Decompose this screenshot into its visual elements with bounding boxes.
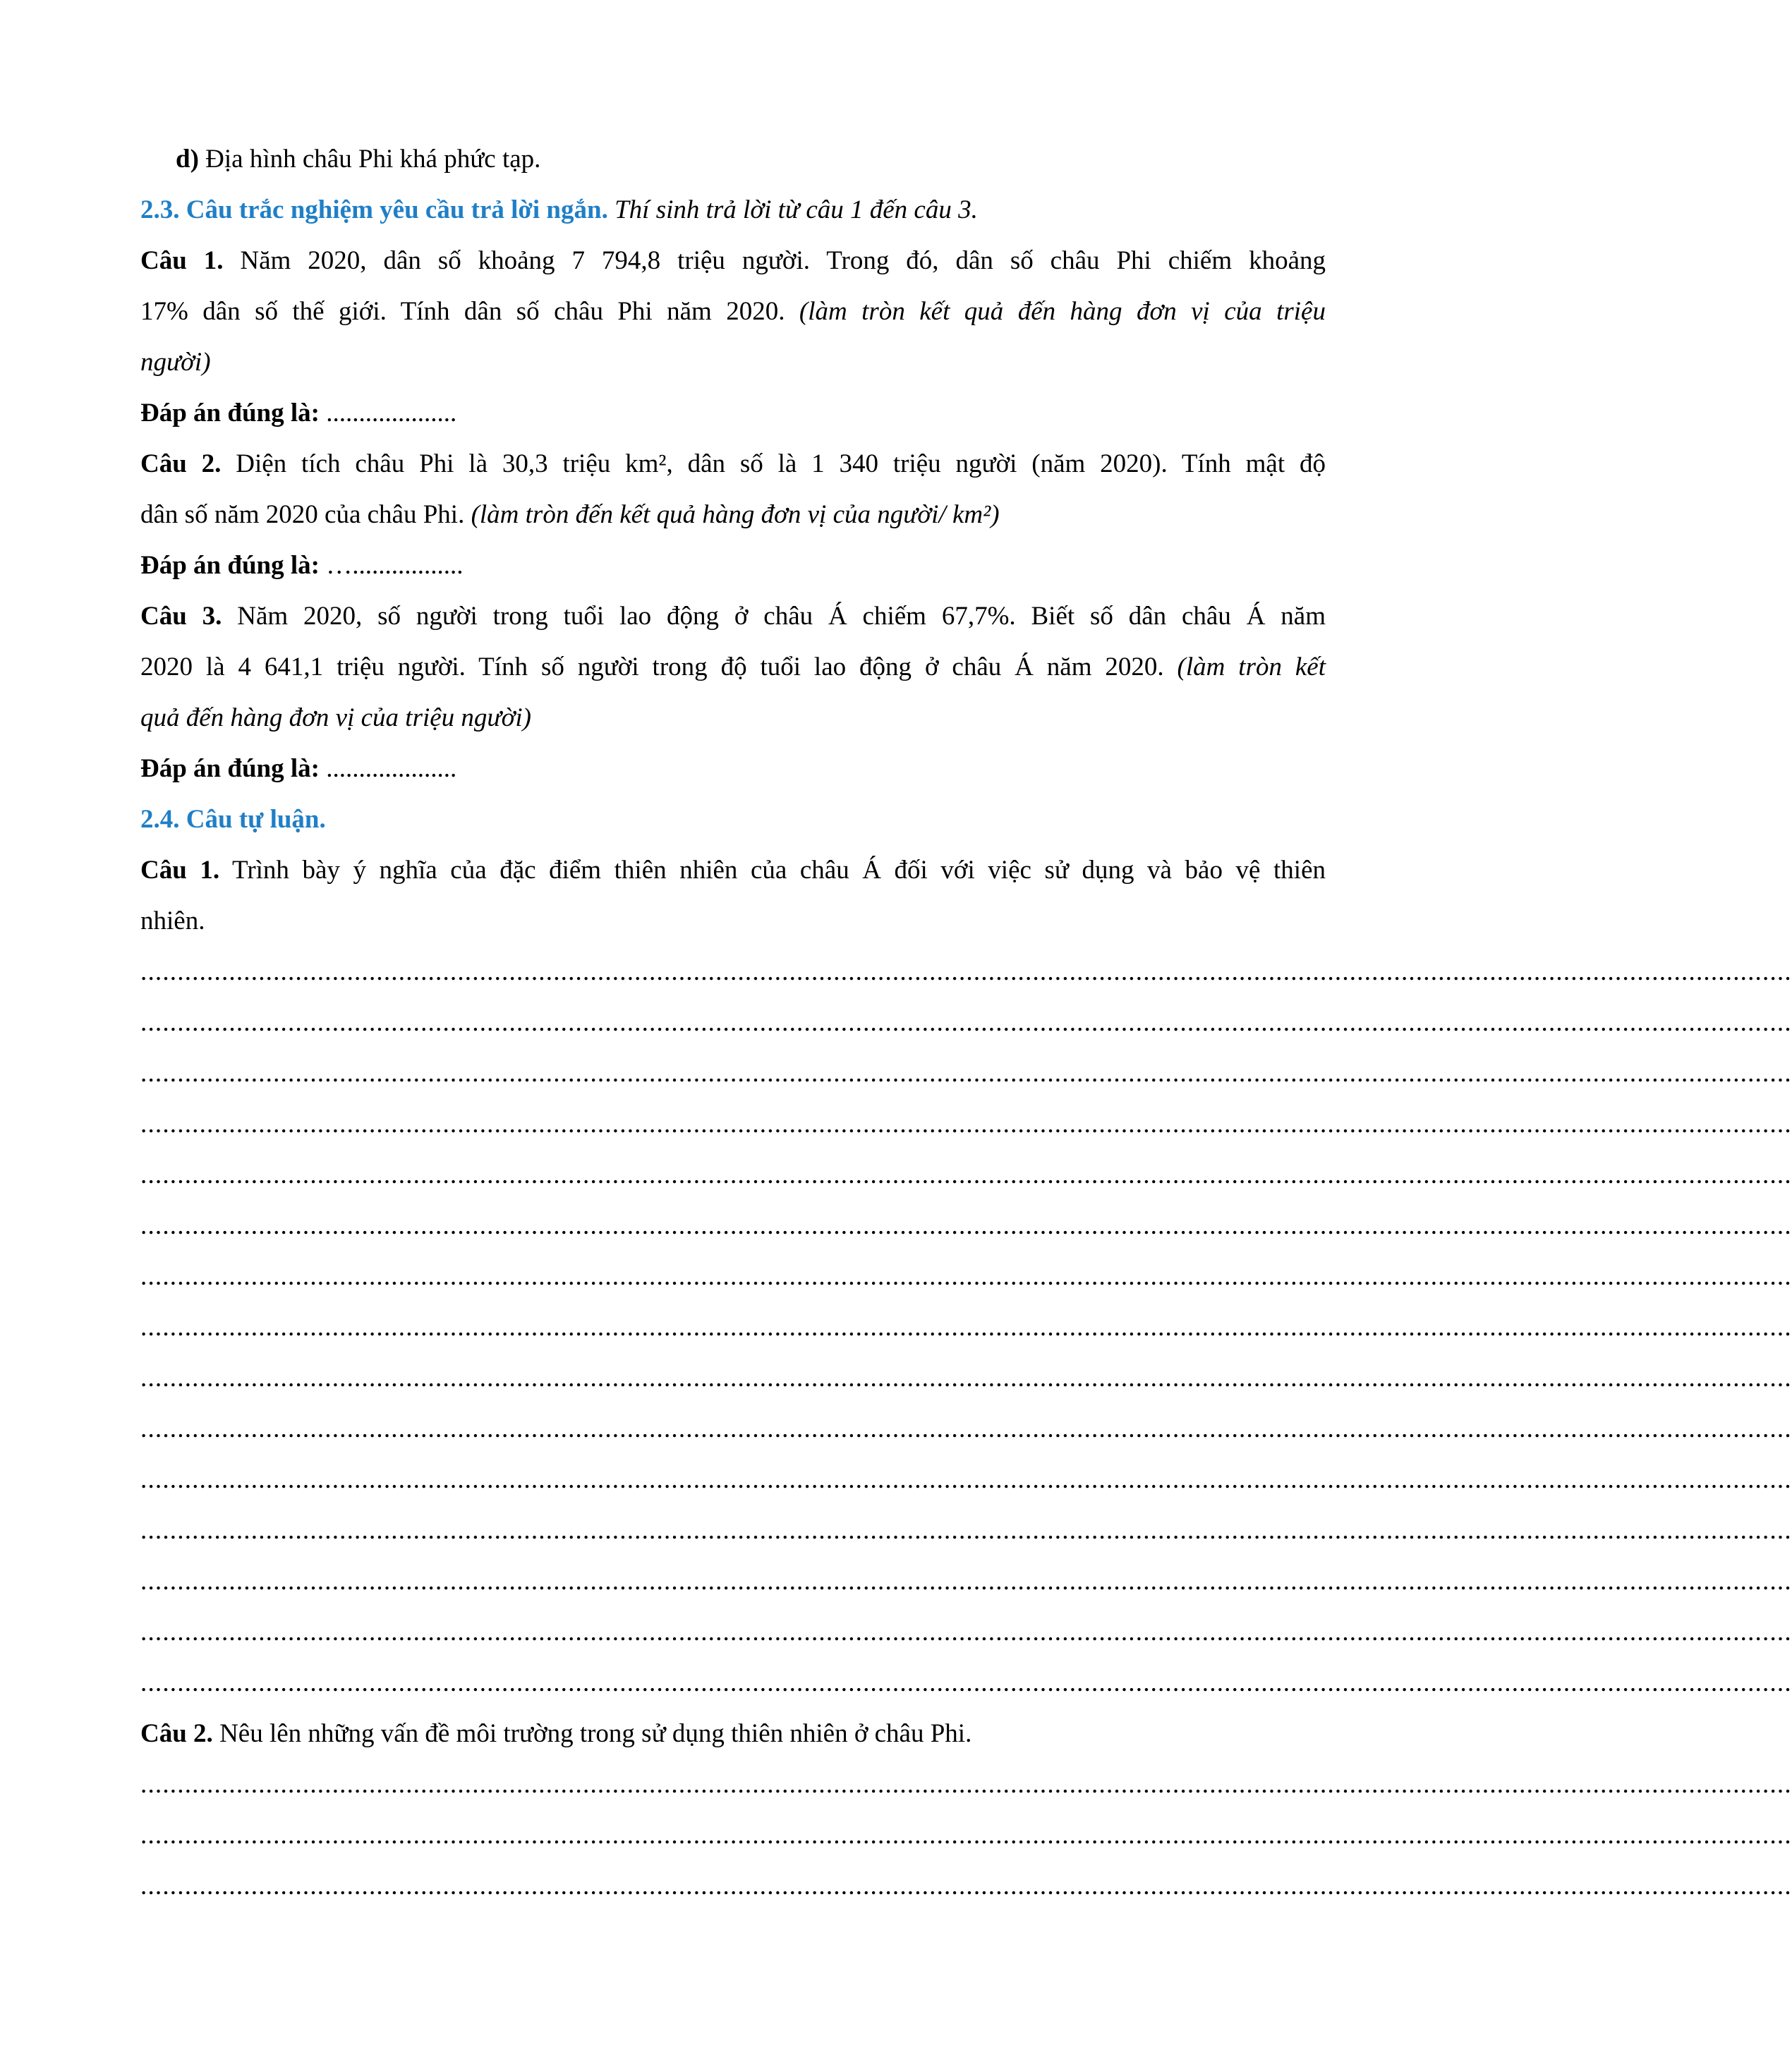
question-note: quả đến hàng đơn vị của triệu người) <box>140 703 531 732</box>
option-label: d) <box>176 145 199 174</box>
question-1-line-1 <box>140 236 1326 286</box>
answer-line[interactable]: ................................................................................................................................................................................................................................ <box>140 1465 1792 1494</box>
answer-blank[interactable]: .................... <box>319 754 457 783</box>
question-text: 17% dân số thế giới. Tính dân số châu Phi năm 2020. <box>140 297 785 326</box>
question-label: Câu 2. <box>140 1719 213 1748</box>
question-note: (làm tròn kết quả đến hàng đơn vị của triệu <box>785 297 1326 326</box>
question-3-line-1 <box>140 591 1326 642</box>
answer-line[interactable]: ................................................................................................................................................................................................................................ <box>140 1516 1792 1545</box>
document-page <box>140 134 1792 1912</box>
section-heading-2-3 <box>140 185 1326 236</box>
answer-line[interactable]: ................................................................................................................................................................................................................................ <box>140 1008 1792 1037</box>
section-title: 2.4. Câu tự luận. <box>140 805 326 834</box>
section-heading-2-4 <box>140 794 1326 845</box>
question-2-line-2 <box>140 490 1326 540</box>
section-title: 2.3. Câu trắc nghiệm yêu cầu trả lời ngắn. <box>140 195 608 224</box>
question-2-line-1 <box>140 439 1326 490</box>
question-text: Trình bày ý nghĩa của đặc điểm thiên nhiên của châu Á đối với việc sử dụng và bảo vệ thiên <box>219 856 1326 885</box>
question-text: Năm 2020, dân số khoảng 7 794,8 triệu người. Trong đó, dân số châu Phi chiếm khoảng <box>223 246 1326 275</box>
answer-label: Đáp án đúng là: <box>140 754 320 783</box>
question-label: Câu 1. <box>140 246 224 275</box>
question-label: Câu 2. <box>140 449 222 478</box>
answer-line[interactable]: ................................................................................................................................................................................................................................ <box>140 957 1792 986</box>
answer-line[interactable]: ................................................................................................................................................................................................................................ <box>140 1262 1792 1291</box>
question-text: Năm 2020, số người trong tuổi lao động ở châu Á chiếm 67,7%. Biết số dân châu Á năm <box>222 602 1326 631</box>
answer-line[interactable]: ................................................................................................................................................................................................................................ <box>140 1821 1792 1850</box>
answer-line[interactable]: ................................................................................................................................................................................................................................ <box>140 1618 1792 1646</box>
question-label: Câu 1. <box>140 856 220 885</box>
answer-line[interactable]: ................................................................................................................................................................................................................................ <box>140 1770 1792 1799</box>
question-note: (làm tròn kết <box>1163 653 1326 681</box>
answer-line[interactable]: ................................................................................................................................................................................................................................ <box>140 1668 1792 1697</box>
question-3-line-3 <box>140 693 1326 744</box>
question-text: Nêu lên những vấn đề môi trường trong sử dụng thiên nhiên ở châu Phi. <box>212 1719 972 1748</box>
essay-1-answer-area[interactable] <box>140 947 1792 1709</box>
answer-blank[interactable]: …................. <box>319 551 464 580</box>
answer-line[interactable]: ................................................................................................................................................................................................................................ <box>140 1313 1792 1342</box>
answer-line[interactable]: ................................................................................................................................................................................................................................ <box>140 1567 1792 1596</box>
answer-line[interactable]: ................................................................................................................................................................................................................................ <box>140 1059 1792 1088</box>
answer-line[interactable]: ................................................................................................................................................................................................................................ <box>140 1160 1792 1189</box>
question-text: nhiên. <box>140 906 205 935</box>
answer-line[interactable]: ................................................................................................................................................................................................................................ <box>140 1211 1792 1240</box>
question-3-line-2 <box>140 642 1326 693</box>
section-note: Thí sinh trả lời từ câu 1 đến câu 3. <box>607 195 978 224</box>
answer-line[interactable]: ................................................................................................................................................................................................................................ <box>140 1872 1792 1900</box>
question-label: Câu 3. <box>140 602 222 631</box>
question-text: Diện tích châu Phi là 30,3 triệu km², dân số là 1 340 triệu người (năm 2020). Tính mật độ <box>221 449 1326 478</box>
answer-blank[interactable]: .................... <box>319 399 457 427</box>
answer-line[interactable]: ................................................................................................................................................................................................................................ <box>140 1364 1792 1393</box>
answer-option-d <box>140 134 1326 185</box>
answer-line[interactable]: ................................................................................................................................................................................................................................ <box>140 1414 1792 1443</box>
essay-question-1-line-2 <box>140 896 1326 947</box>
question-text: dân số năm 2020 của châu Phi. <box>140 500 465 529</box>
question-1-answer <box>140 388 1326 439</box>
question-1-line-2 <box>140 286 1326 337</box>
answer-label: Đáp án đúng là: <box>140 399 320 427</box>
question-note: người) <box>140 348 211 377</box>
question-text: 2020 là 4 641,1 triệu người. Tính số người trong độ tuổi lao động ở châu Á năm 2020. <box>140 653 1164 681</box>
answer-line[interactable]: ................................................................................................................................................................................................................................ <box>140 1110 1792 1139</box>
essay-2-answer-area[interactable] <box>140 1759 1792 1912</box>
option-text: Địa hình châu Phi khá phức tạp. <box>198 145 541 174</box>
question-note: (làm tròn đến kết quả hàng đơn vị của người/ km²) <box>464 500 1000 529</box>
question-2-answer <box>140 540 1326 591</box>
answer-label: Đáp án đúng là: <box>140 551 320 580</box>
essay-question-2 <box>140 1709 1326 1759</box>
question-1-line-3 <box>140 337 1326 388</box>
question-3-answer <box>140 744 1326 794</box>
essay-question-1-line-1 <box>140 845 1326 896</box>
